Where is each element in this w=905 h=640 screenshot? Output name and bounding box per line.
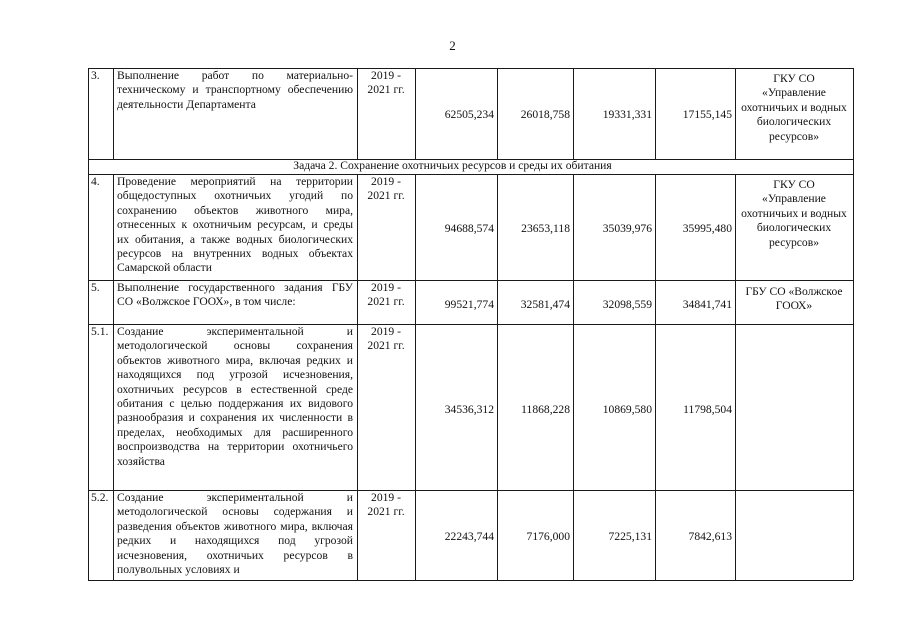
amount-y2021: 17155,145 <box>682 108 732 121</box>
row-period: 2019 - 2021 гг. <box>367 325 405 353</box>
amount-total: 94688,574 <box>444 222 494 235</box>
row-responsible: ГКУ СО «Управление охотничьих и водных биологических ресурсов» <box>741 178 847 249</box>
row-number: 5. <box>91 281 100 294</box>
row-responsible: ГКУ СО «Управление охотничьих и водных биологических ресурсов» <box>741 72 847 143</box>
column-divider <box>853 174 854 580</box>
row-description: Создание экспериментальной и методологической основы содержания и разведения объектов животного мира, включая редких и находящихся под угрозой исчезновения, охотничьих ресурсов в полувольных условиях и <box>117 491 353 577</box>
amount-y2019: 7176,000 <box>526 530 570 543</box>
column-divider <box>853 68 854 159</box>
row-description: Выполнение работ по материально-техническому и транспортному обеспечению деятельности Департамента <box>117 69 353 111</box>
row-period: 2019 - 2021 гг. <box>367 69 405 97</box>
row-number: 5.2. <box>91 491 109 504</box>
page-number: 2 <box>449 38 456 53</box>
row-description: Выполнение государственного задания ГБУ СО «Волжское ГООХ», в том числе: <box>117 281 353 309</box>
amount-y2020: 19331,331 <box>602 108 652 121</box>
row-period: 2019 - 2021 гг. <box>367 175 405 203</box>
amount-total: 22243,744 <box>444 530 494 543</box>
amount-y2019: 32581,474 <box>520 298 570 311</box>
column-divider <box>357 68 358 159</box>
row-number: 4. <box>91 175 100 188</box>
row-period: 2019 - 2021 гг. <box>367 281 405 309</box>
row-responsible: ГБУ СО «Волжское ГООХ» <box>745 285 843 313</box>
amount-y2019: 11868,228 <box>521 403 570 416</box>
row-period: 2019 - 2021 гг. <box>367 491 405 519</box>
amount-y2020: 35039,976 <box>602 222 652 235</box>
row-divider <box>88 580 853 581</box>
amount-total: 99521,774 <box>444 298 494 311</box>
amount-y2019: 26018,758 <box>520 108 570 121</box>
task-header: Задача 2. Сохранение охотничьих ресурсов и среды их обитания <box>293 159 612 172</box>
amount-total: 34536,312 <box>444 403 494 416</box>
column-divider <box>735 68 736 159</box>
amount-y2020: 7225,131 <box>608 530 652 543</box>
column-divider <box>113 174 114 580</box>
column-divider <box>88 174 89 580</box>
row-description: Проведение мероприятий на территории общедоступных охотничьих угодий по сохранению объектов животного мира, отнесенных к охотничьим ресурсам, и среды их обитания, а также водных биологических ресурсов на внутренних водных объектах Самарской области <box>117 175 353 275</box>
amount-y2021: 34841,741 <box>682 298 732 311</box>
amount-y2021: 35995,480 <box>682 222 732 235</box>
amount-y2021: 7842,613 <box>688 530 732 543</box>
amount-y2020: 10869,580 <box>602 403 652 416</box>
amount-y2019: 23653,118 <box>521 222 570 235</box>
amount-y2020: 32098,559 <box>602 298 652 311</box>
amount-total: 62505,234 <box>444 108 494 121</box>
column-divider <box>357 174 358 580</box>
row-number: 5.1. <box>91 325 109 338</box>
row-description: Создание экспериментальной и методологической основы сохранения объектов животного мира, включая редких и находящихся под угрозой исчезновения, охотничьих ресурсов в естественной среде обитания с целью поддержания их видового разнообразия и сохранения их численности в пределах, необходимых для расширенного воспроизводства на территории охотничьего хозяйства <box>117 325 353 468</box>
column-divider <box>735 174 736 580</box>
column-divider <box>88 68 89 159</box>
column-divider <box>113 68 114 159</box>
row-number: 3. <box>91 69 100 82</box>
amount-y2021: 11798,504 <box>683 403 732 416</box>
